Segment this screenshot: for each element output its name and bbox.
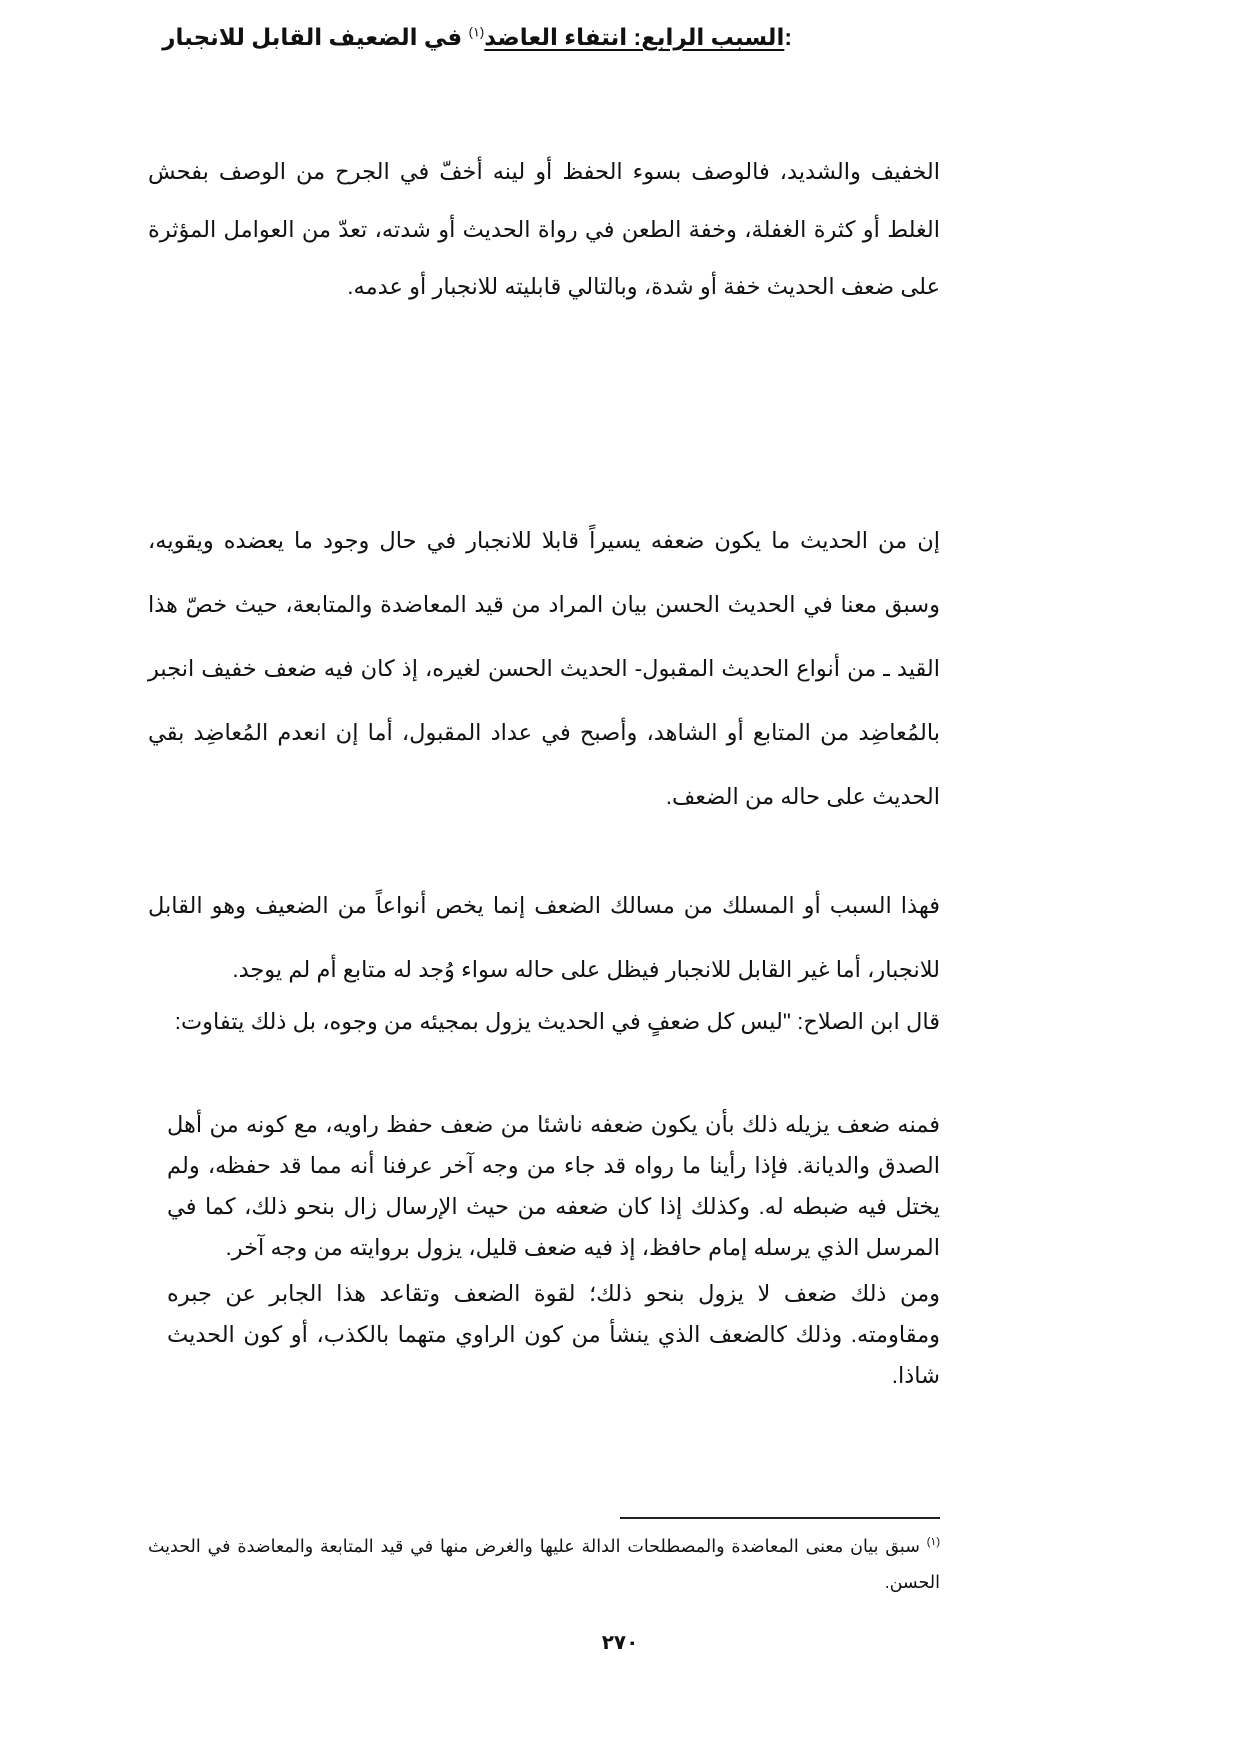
heading-footnote-ref[interactable]: (١) — [468, 24, 485, 40]
quote-paragraph-1: قال ابن الصلاح: "ليس كل ضعفٍ في الحديث يزول بمجيئه من وجوه، بل ذلك يتفاوت: — [174, 1009, 940, 1034]
section-heading — [0, 19, 792, 55]
quote-paragraph-2: فمنه ضعف يزيله ذلك بأن يكون ضعفه ناشئا من ضعف حفظ راويه، مع كونه من أهل الصدق والديانة. فإذا رأينا ما رواه قد جاء من وجه آخر عرفنا أنه مما قد حفظه، ولم يختل فيه ضبطه له. وكذلك إذا كان ضعفه من حيث الإرسال زال بنحو ذلك، كما في المرسل الذي يرسله إمام حافظ، إذ فيه ضعف قليل، يزول بروايته من وجه آخر. — [167, 1112, 940, 1260]
paragraph-3: فهذا السبب أو المسلك من مسالك الضعف إنما يخص أنواعاً من الضعيف وهو القابل للانجبار، أما غير القابل للانجبار فيظل على حاله سواء وُجد له متابع أم لم يوجد. — [148, 893, 940, 982]
heading-underlined-part: السبب الرابع: انتفاء العاضد — [484, 24, 785, 51]
heading-rest: في الضعيف القابل للانجبار: — [162, 24, 792, 51]
paragraph-1: الخفيف والشديد، فالوصف بسوء الحفظ أو لينه أخفّ في الجرح من الوصف بفحش الغلط أو كثرة الغفلة، وخفة الطعن في رواة الحديث أو شدته، تعدّ من العوامل المؤثرة على ضعف الحديث خفة أو شدة، وبالتالي قابليته للانجبار أو عدمه. — [148, 159, 940, 299]
footnote-text: سبق بيان معنى المعاضدة والمصطلحات الدالة عليها والغرض منها في قيد المتابعة والمعاضدة في الحديث الحسن. — [148, 1536, 940, 1592]
footnote — [148, 1528, 940, 1600]
paragraph-2: إن من الحديث ما يكون ضعفه يسيراً قابلا للانجبار في حال وجود ما يعضده ويقويه، وسبق معنا في الحديث الحسن بيان المراد من قيد المعاضدة والمتابعة، حيث خصّ هذا القيد ـ من أنواع الحديث المقبول- الحديث الحسن لغيره، إذ كان فيه ضعف خفيف انجبر بالمُعاضِد من المتابع أو الشاهد، وأصبح في عداد المقبول، أما إن انعدم المُعاضِد بقي الحديث على حاله من الضعف. — [148, 528, 940, 809]
footnote-marker: (١) — [926, 1536, 940, 1549]
footnote-divider — [620, 1517, 940, 1519]
quote-paragraph-3: ومن ذلك ضعف لا يزول بنحو ذلك؛ لقوة الضعف وتقاعد هذا الجابر عن جبره ومقاومته. وذلك كالضعف الذي ينشأ من كون الراوي متهما بالكذب، أو كون الحديث شاذا. — [167, 1281, 940, 1388]
page-number: ٢٧٠ — [601, 1632, 639, 1654]
